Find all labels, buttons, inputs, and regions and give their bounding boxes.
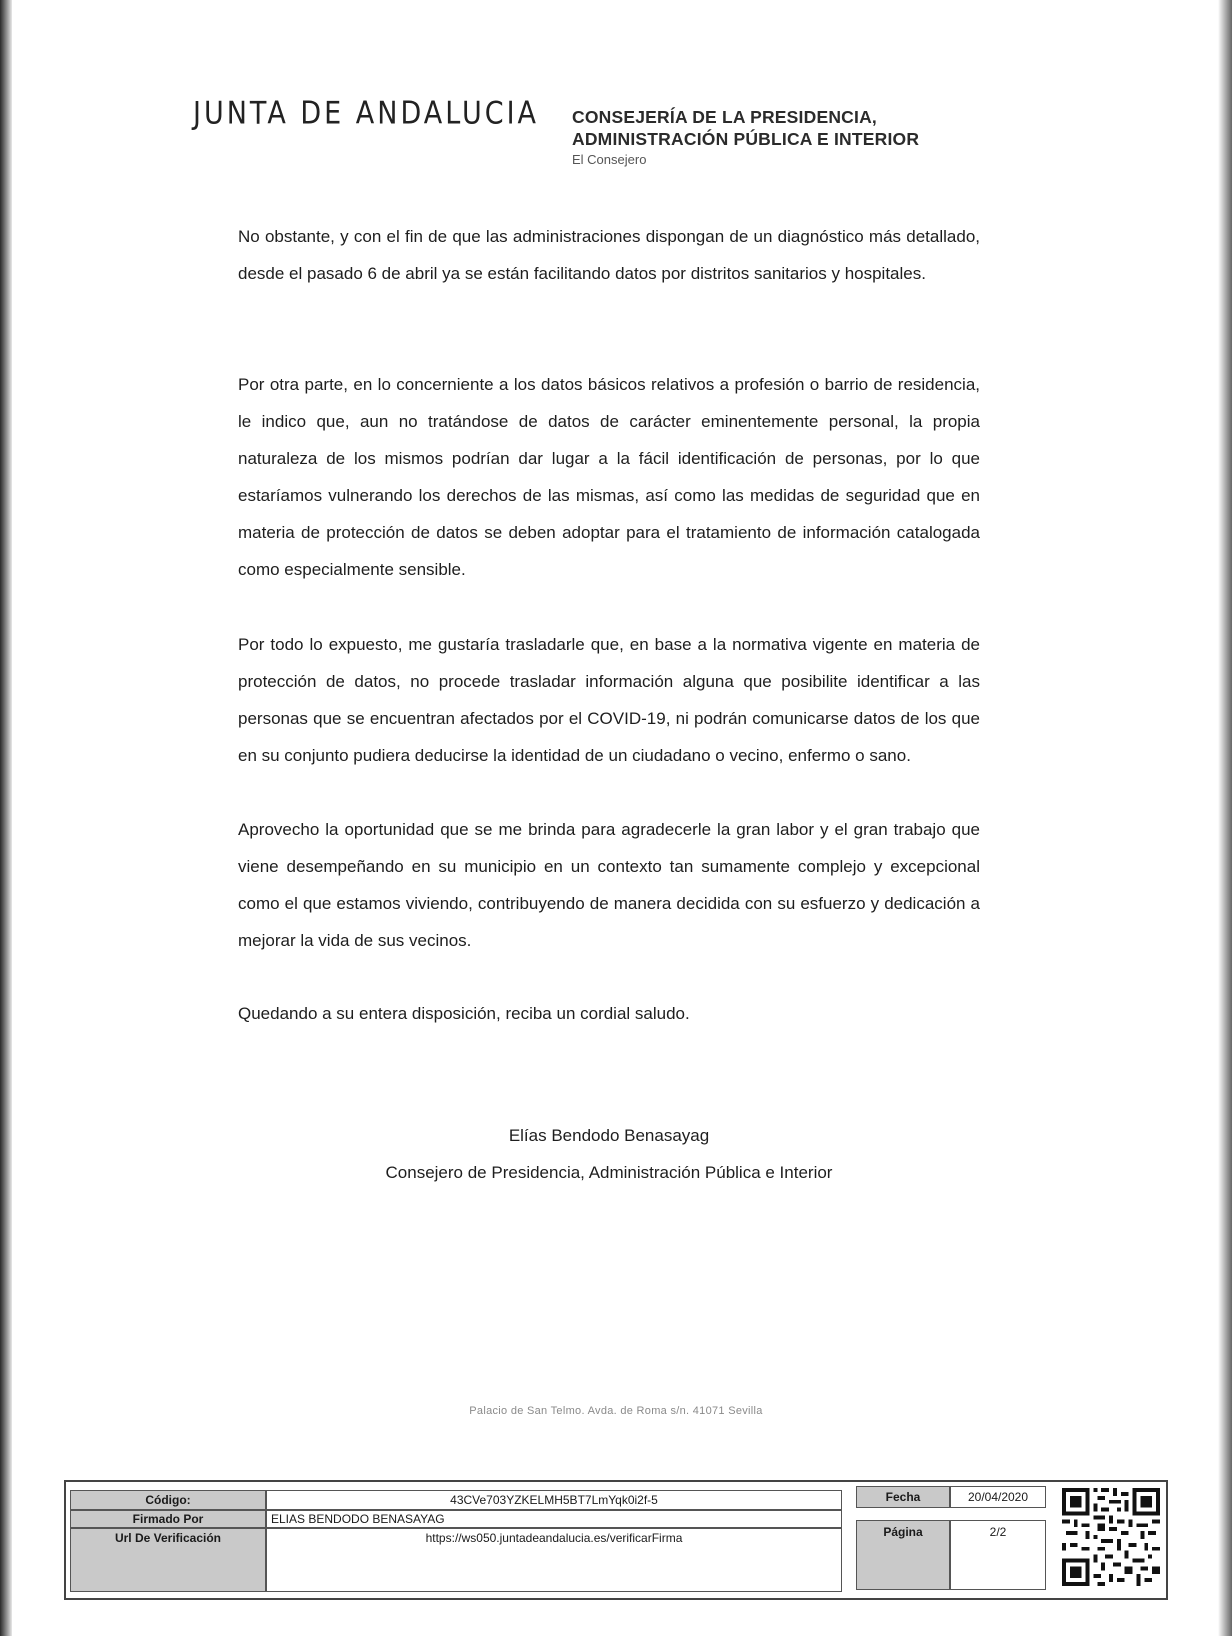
signer-title: Consejero de Presidencia, Administración Pública e Interior <box>385 1163 833 1182</box>
fecha-value: 20/04/2020 <box>950 1486 1046 1508</box>
scan-left-edge <box>0 0 12 1636</box>
junta-logo: JUNTA DE ANDALUCIA <box>193 96 540 132</box>
paragraph-2: Por otra parte, en lo concerniente a los datos básicos relativos a profesión o barrio de residencia, le indico que, aun no tratándose de datos de carácter eminentemente personal, la propia naturaleza de los mismos podrían dar lugar a la fácil identificación de personas, por lo que estaríamos vulnerando los derechos de las mismas, así como las medidas de seguridad que en materia de protección de datos se deben adoptar para el tratamiento de información catalogada como especialmente sensible. <box>238 375 980 579</box>
codigo-label: Código: <box>70 1490 266 1510</box>
verification-table <box>64 1480 1168 1600</box>
url-label: Url De Verificación <box>70 1528 266 1592</box>
scan-right-edge <box>1218 0 1232 1636</box>
pagina-value: 2/2 <box>950 1520 1046 1590</box>
department-line-1: CONSEJERÍA DE LA PRESIDENCIA, <box>572 107 877 127</box>
fecha-label: Fecha <box>856 1486 950 1508</box>
department-subtitle: El Consejero <box>572 152 647 167</box>
codigo-value: 43CVe703YZKELMH5BT7LmYqk0i2f-5 <box>266 1490 842 1510</box>
pagina-label: Página <box>856 1520 950 1590</box>
paragraph-3: Por todo lo expuesto, me gustaría trasladarle que, en base a la normativa vigente en materia de protección de datos, no procede trasladar información alguna que posibilite identificar a las personas que se encuentran afectados por el COVID-19, ni podrán comunicarse datos de los que en su conjunto pudiera deducirse la identidad de un ciudadano o vecino, enfermo o sano. <box>238 635 980 765</box>
paragraph-1: No obstante, y con el fin de que las administraciones dispongan de un diagnóstico más detallado, desde el pasado 6 de abril ya se están facilitando datos por distritos sanitarios y hospitales. <box>238 227 980 283</box>
paragraph-5: Quedando a su entera disposición, reciba un cordial saludo. <box>238 1004 690 1023</box>
signer-name: Elías Bendodo Benasayag <box>508 1126 710 1145</box>
footer-address: Palacio de San Telmo. Avda. de Roma s/n. 41071 Sevilla <box>469 1405 763 1417</box>
firmado-label: Firmado Por <box>70 1510 266 1528</box>
paragraph-4: Aprovecho la oportunidad que se me brinda para agradecerle la gran labor y el gran trabajo que viene desempeñando en su municipio en un contexto tan sumamente complejo y excepcional como el que estamos viviendo, contribuyendo de manera decidida con su esfuerzo y dedicación a mejorar la vida de sus vecinos. <box>238 820 980 950</box>
qr-code-icon <box>1062 1485 1160 1589</box>
url-value[interactable]: https://ws050.juntadeandalucia.es/verificarFirma <box>266 1528 842 1592</box>
department-header <box>572 106 919 167</box>
department-line-2: ADMINISTRACIÓN PÚBLICA E INTERIOR <box>572 129 920 149</box>
firmado-value: ELIAS BENDODO BENASAYAG <box>266 1510 842 1528</box>
